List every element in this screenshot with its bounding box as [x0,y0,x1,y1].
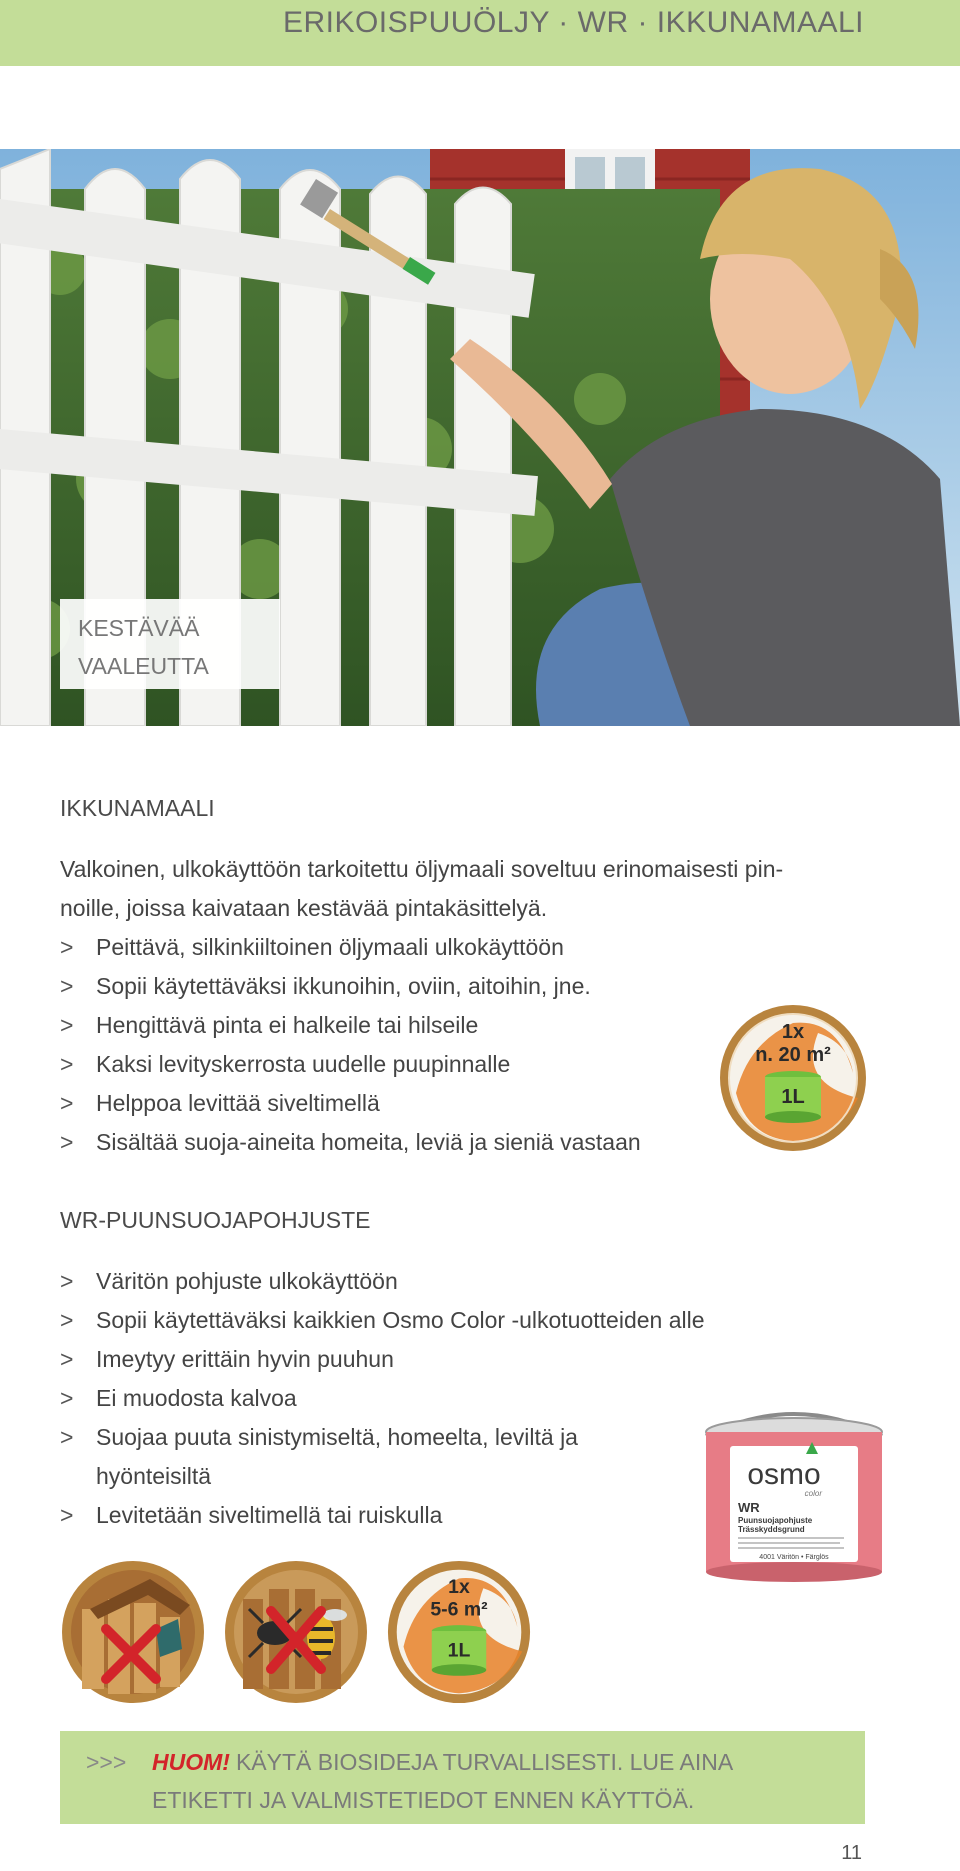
no-blue-stain-icon [60,1559,206,1705]
no-insects-icon [223,1559,369,1705]
warning-note [60,1731,865,1824]
bullet-text-line-1: Suojaa puuta sinistymiseltä, homeelta, leviltä ja [96,1424,578,1450]
bullet-text: Sisältää suoja-aineita homeita, leviä ja sieniä vastaan [96,1129,641,1155]
bullet-text: Väritön pohjuste ulkokäyttöön [96,1268,398,1294]
bullet-marker: > [60,1307,74,1333]
section-title-wr-puunsuojapohjuste: WR-PUUNSUOJAPOHJUSTE [60,1207,371,1233]
bullet-marker: > [60,1424,74,1450]
bullet-marker: > [60,1502,74,1528]
list-item [60,1496,705,1535]
bullet-text: Kaksi levityskerrosta uudelle puupinnalle [96,1051,511,1077]
page-header-title: ERIKOISPUUÖLJY · WR · IKKUNAMAALI [282,6,864,39]
list-item [60,1084,641,1123]
coverage-badge-20m2-icon [718,1003,868,1153]
list-item [60,1123,641,1162]
hero-caption-line-2: VAALEUTTA [78,653,209,679]
list-item [60,1340,705,1379]
list-item [60,1006,641,1045]
note-arrows: >>> [86,1749,127,1775]
tin-product: WR [738,1500,760,1515]
hero-image [0,149,960,726]
badge-volume: 1L [447,1639,471,1662]
note-text [152,1743,842,1819]
hero-caption-line-1: KESTÄVÄÄ [78,615,200,641]
page-number: 11 [841,1842,862,1864]
badge-coats: 1x [781,1021,805,1043]
bullet-marker: > [60,1051,74,1077]
badge-coats: 1x [448,1576,470,1599]
badge-area: n. 20 m² [755,1044,831,1066]
bullet-text: Sopii käytettäväksi kaikkien Osmo Color -ulkotuotteiden alle [96,1307,705,1333]
list-item [60,1301,705,1340]
bullet-text: Ei muodosta kalvoa [96,1385,297,1411]
tin-product-name-1: Puunsuojapohjuste [738,1516,813,1525]
bullet-text: Imeytyy erittäin hyvin puuhun [96,1346,394,1372]
bullet-text: Hengittävä pinta ei halkeile tai hilseile [96,1012,479,1038]
list-item [60,1418,705,1496]
bullet-marker: > [60,1346,74,1372]
warning-note-row [86,1743,845,1819]
bullet-marker: > [60,1268,74,1294]
bullet-text: Helppoa levittää siveltimellä [96,1090,380,1116]
section-title-ikkunamaali: IKKUNAMAALI [60,795,215,821]
bullet-text: Peittävä, silkinkiiltoinen öljymaali ulkokäyttöön [96,934,564,960]
badge-area: 5-6 m² [430,1598,488,1621]
header-band [0,0,960,66]
tin-sub: color [804,1489,822,1498]
product-tin-image [694,1402,894,1582]
note-line-2: ETIKETTI JA VALMISTETIEDOT ENNEN KÄYTTÖÄ. [152,1787,695,1813]
section1-intro-line-1: Valkoinen, ulkokäyttöön tarkoitettu öljymaali soveltuu erinomaisesti pin- [60,856,784,882]
hero-caption-box [60,599,280,689]
bullet-marker: > [60,1012,74,1038]
badge-volume: 1L [781,1086,805,1108]
tin-brand: osmo [747,1458,821,1491]
bullet-marker: > [60,1090,74,1116]
note-huom-label: HUOM! [152,1749,230,1775]
tin-product-name-2: Trässkyddsgrund [738,1525,805,1534]
list-item [60,967,641,1006]
list-item [60,1045,641,1084]
section1-bullet-list [60,928,641,1162]
section1-intro-line-2: noille, joissa kaivataan kestävää pintakäsittelyä. [60,895,548,921]
list-item [60,1262,705,1301]
list-item [60,928,641,967]
coverage-badge-5-6m2-icon [386,1559,532,1705]
bullet-text [96,1418,578,1496]
note-line-1: KÄYTÄ BIOSIDEJA TURVALLISESTI. LUE AINA [235,1749,734,1775]
bullet-marker: > [60,1129,74,1155]
list-item [60,1379,705,1418]
bullet-text-line-2: hyönteisiltä [96,1463,212,1489]
section2-bullet-list [60,1262,705,1535]
bullet-text: Sopii käytettäväksi ikkunoihin, oviin, aitoihin, jne. [96,973,591,999]
tin-footer: 4001 Väritön • Färglös [759,1554,829,1561]
bullet-marker: > [60,934,74,960]
bullet-marker: > [60,1385,74,1411]
bullet-marker: > [60,973,74,999]
section1-intro [60,850,880,928]
bullet-text: Levitetään siveltimellä tai ruiskulla [96,1502,443,1528]
